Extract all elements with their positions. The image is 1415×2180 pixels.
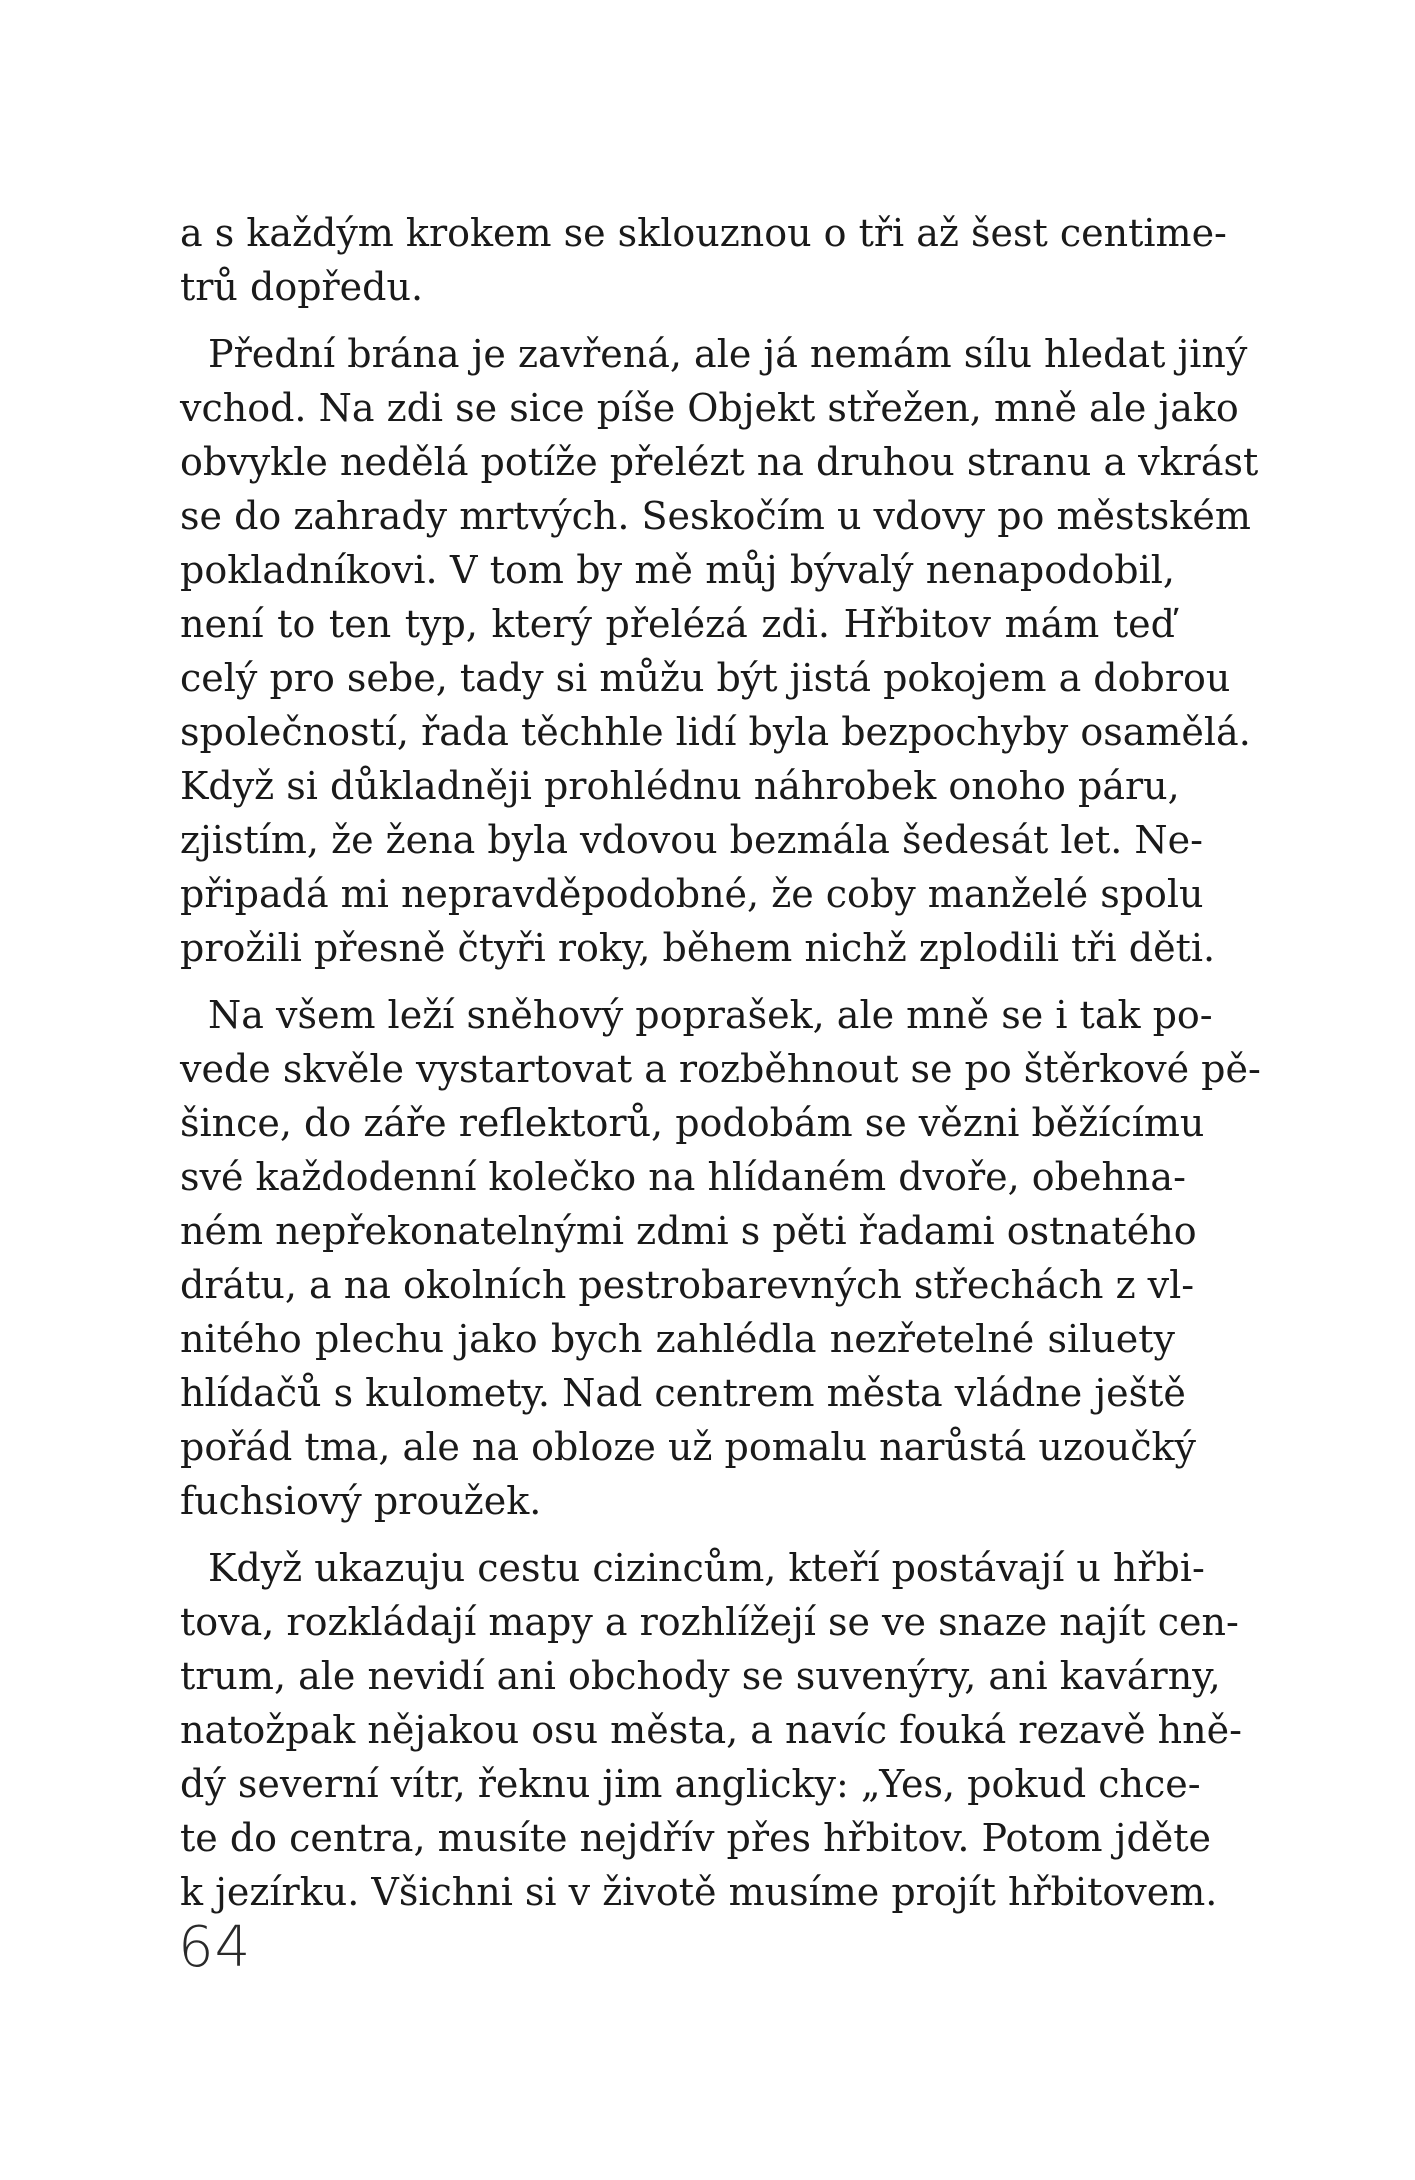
page-number: 64 [178,1915,252,1980]
text-line: společností, řada těchhle lidí byla bezpochyby osamělá. [180,710,1251,754]
paragraph [180,1541,1242,1919]
text-line: obvykle nedělá potíže přelézt na druhou stranu a vkrást [180,440,1259,484]
text-line: pokladníkovi. V tom by mě můj bývalý nenapodobil, [180,548,1175,592]
text-line: natožpak nějakou osu města, a navíc fouká rezavě hně- [180,1708,1242,1752]
text-line: trum, ale nevidí ani obchody se suvenýry, ani kavárny, [180,1654,1221,1698]
text-line: Když si důkladněji prohlédnu náhrobek onoho páru, [180,764,1180,808]
text-line: fuchsiový proužek. [180,1479,542,1523]
text-line: své každodenní kolečko na hlídaném dvoře, obehna- [180,1155,1186,1199]
text-line: hlídačů s kulomety. Nad centrem města vládne ještě [180,1371,1186,1415]
text-line: Na všem leží sněhový poprašek, ale mně se i tak po- [208,993,1213,1037]
text-line: zjistím, že žena byla vdovou bezmála šedesát let. Ne- [180,818,1203,862]
text-line: drátu, a na okolních pestrobarevných střechách z vl- [180,1263,1195,1307]
text-line: Když ukazuju cestu cizincům, kteří postávají u hřbi- [208,1546,1205,1590]
text-line: trů dopředu. [180,265,424,309]
text-line: k jezírku. Všichni si v životě musíme projít hřbitovem. [180,1870,1218,1914]
text-line: te do centra, musíte nejdřív přes hřbitov. Potom jděte [180,1816,1212,1860]
text-line: Přední brána je zavřená, ale já nemám sílu hledat jiný [208,332,1248,376]
text-line: tova, rozkládají mapy a rozhlížejí se ve snaze najít cen- [180,1600,1239,1644]
text-line: dý severní vítr, řeknu jim anglicky: „Yes, pokud chce- [180,1762,1201,1806]
text-line: šince, do záře reflektorů, podobám se vězni běžícímu [180,1101,1205,1145]
text-line: se do zahrady mrtvých. Seskočím u vdovy po městském [180,494,1251,538]
text-line: není to ten typ, který přelézá zdi. Hřbitov mám teď [180,602,1175,646]
body-text [180,206,1261,1919]
text-line: pořád tma, ale na obloze už pomalu narůstá uzoučký [180,1425,1197,1469]
paragraph [180,327,1259,975]
text-line: celý pro sebe, tady si můžu být jistá pokojem a dobrou [180,656,1231,700]
text-line: ném nepřekonatelnými zdmi s pěti řadami ostnatého [180,1209,1197,1253]
text-line: a s každým krokem se sklouznou o tři až šest centime- [180,211,1227,255]
text-line: nitého plechu jako bych zahlédla nezřetelné siluety [180,1317,1175,1361]
paragraph [180,988,1261,1528]
text-line: vchod. Na zdi se sice píše Objekt střežen, mně ale jako [180,386,1239,430]
text-line: prožili přesně čtyři roky, během nichž zplodili tři děti. [180,926,1216,970]
text-line: připadá mi nepravděpodobné, že coby manželé spolu [180,872,1204,916]
text-line: vede skvěle vystartovat a rozběhnout se po štěrkové pě- [180,1047,1261,1091]
paragraph [180,206,1227,314]
